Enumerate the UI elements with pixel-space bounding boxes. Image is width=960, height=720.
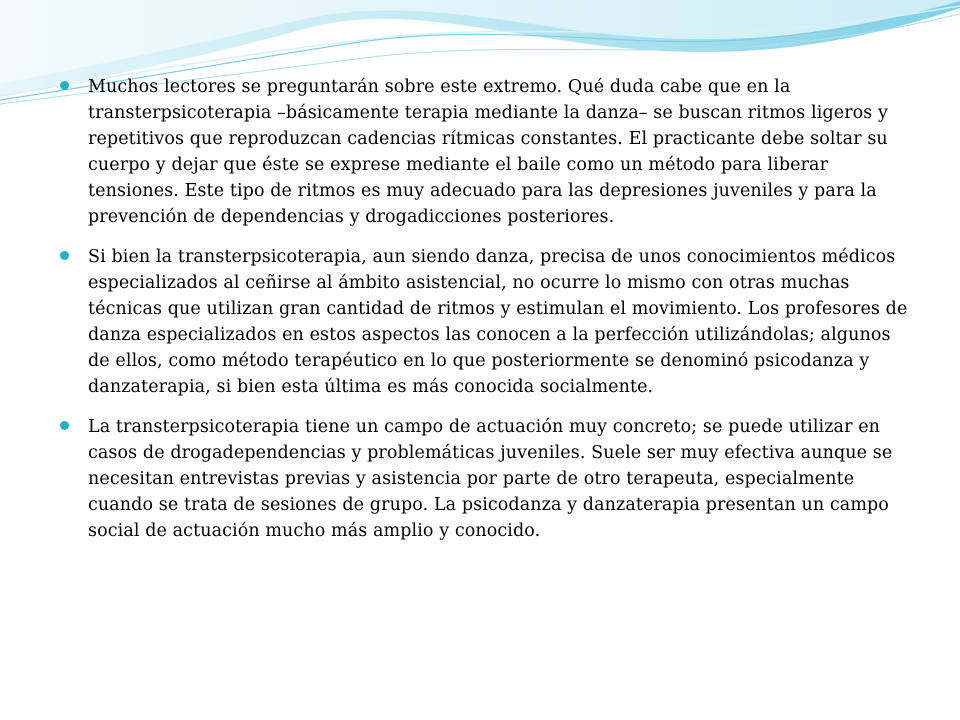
bullet-list	[60, 74, 910, 558]
list-item	[60, 74, 910, 230]
bullet-text: Si bien la transterpsicoterapia, aun siendo danza, precisa de unos conocimientos médicos especializados al ceñirse al ámbito asistencial, no ocurre lo mismo con otras muchas técnicas que utilizan gran cantidad de ritmos y estimulan el movimiento. Los profesores de danza especializados en estos aspectos las conocen a la perfección utilizándolas; algunos de ellos, como método terapéutico en lo que posteriormente se denominó psicodanza y danzaterapia, si bien esta última es más conocida socialmente.	[88, 247, 908, 397]
bullet-text: La transterpsicoterapia tiene un campo de actuación muy concreto; se puede utilizar en casos de drogadependencias y problemáticas juveniles. Suele ser muy efectiva aunque se necesitan entrevistas previas y asistencia por parte de otro terapeuta, especialmente cuando se trata de sesiones de grupo. La psicodanza y danzaterapia presentan un campo social de actuación mucho más amplio y conocido.	[88, 417, 893, 541]
bullet-icon	[60, 81, 69, 90]
list-item	[60, 244, 910, 400]
bullet-icon	[60, 251, 69, 260]
bullet-text: Muchos lectores se preguntarán sobre este extremo. Qué duda cabe que en la transterpsicoterapia –básicamente terapia mediante la danza– se buscan ritmos ligeros y repetitivos que reproduzcan cadencias rítmicas constantes. El practicante debe soltar su cuerpo y dejar que éste se exprese mediante el baile como un método para liberar tensiones. Este tipo de ritmos es muy adecuado para las depresiones juveniles y para la prevención de dependencias y drogadicciones posteriores.	[88, 77, 889, 227]
bullet-icon	[60, 421, 69, 430]
list-item	[60, 414, 910, 544]
